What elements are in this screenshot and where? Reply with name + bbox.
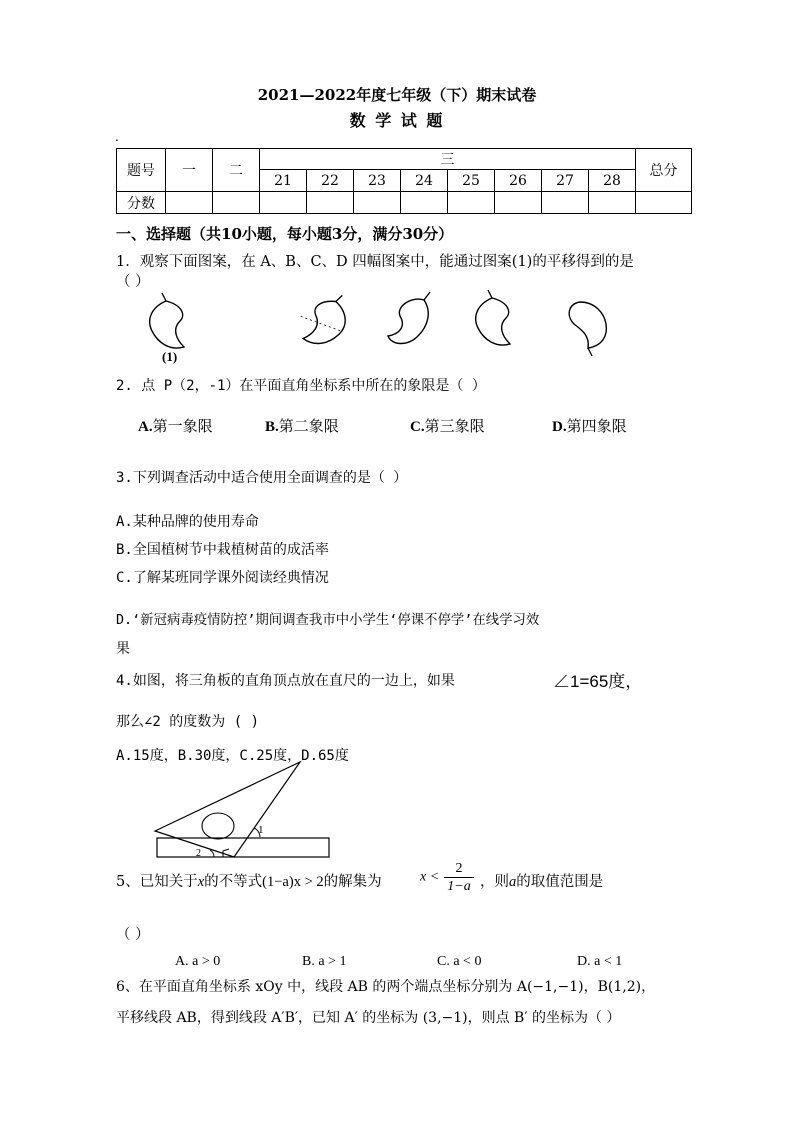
angle-1-label: 1 <box>258 824 264 836</box>
question-3-option-d-cont: 果 <box>116 641 130 657</box>
ruler-shape <box>157 838 329 857</box>
score-table <box>116 148 692 214</box>
question-4-options: A.15度，B.30度，C.25度，D.65度 <box>116 748 349 764</box>
score-cell <box>166 192 213 214</box>
question-3-option-d: D.‘新冠病毒疫情防控’期间调查我市中小学生‘停课不停学’在线学习效 <box>116 613 540 628</box>
q5-fraction-den: 1−a <box>447 879 471 894</box>
score-cell <box>448 192 495 214</box>
question-4-text: 4.如图，将三角板的直角顶点放在直尺的一边上，如果 <box>116 673 455 689</box>
score-cell <box>401 192 448 214</box>
score-table-sub-col: 26 <box>495 170 542 192</box>
question-1-text: 1．观察下面图案，在 A、B、C、D 四幅图案中，能通过图案(1)的平移得到的是 <box>116 254 634 270</box>
question-4-figure <box>150 755 335 865</box>
score-table-row-label: 题号 <box>117 149 166 192</box>
q5-text-mid1: 的不等式 <box>204 874 263 890</box>
q5-fraction-num: 2 <box>444 860 473 878</box>
leaf-figure-1 <box>150 293 184 348</box>
score-cell <box>636 192 692 214</box>
q5-fraction <box>444 860 473 895</box>
triangle-hole <box>202 813 234 839</box>
question-2-option-d <box>552 415 627 436</box>
score-table-sub-col: 27 <box>542 170 589 192</box>
figure-label-1: (1) <box>162 349 178 364</box>
stray-dot: . <box>115 130 119 144</box>
q5-option-d: D. a < 1 <box>577 954 623 969</box>
score-cell <box>354 192 401 214</box>
question-1-paren: （ ） <box>116 274 150 290</box>
triangle-shape <box>155 762 300 857</box>
leaf-figure-d <box>569 302 606 356</box>
q5-option-b: B. a > 1 <box>302 954 347 969</box>
question-5-text-tail <box>480 870 603 891</box>
score-cell <box>589 192 636 214</box>
q5-solution-left: x < <box>420 869 440 885</box>
question-3-option-a: A.某种品牌的使用寿命 <box>116 514 259 530</box>
leaf-figure-c <box>476 290 510 345</box>
q5-text-mid2: 的解集为 <box>323 874 382 890</box>
score-cell <box>495 192 542 214</box>
score-cell <box>542 192 589 214</box>
score-table-sub-col: 24 <box>401 170 448 192</box>
score-table-sub-col: 22 <box>307 170 354 192</box>
question-5-text <box>116 870 382 891</box>
question-6-line-2: 平移线段 AB，得到线段 A′B′，已知 A′ 的坐标为 (3,−1)，则点 B′ 的坐标为（ ） <box>116 1010 621 1026</box>
angle-2-label: 2 <box>196 848 201 859</box>
score-cell <box>307 192 354 214</box>
score-table-sub-col: 25 <box>448 170 495 192</box>
score-table-sub-col: 28 <box>589 170 636 192</box>
question-4-angle: ∠1=65度， <box>553 672 643 691</box>
option-letter: D. <box>552 419 567 435</box>
q5-solution <box>420 860 474 895</box>
question-3-option-c: C.了解某班同学课外阅读经典情况 <box>116 570 329 586</box>
q5-var-a: a <box>509 874 517 890</box>
option-letter: A. <box>138 419 153 435</box>
q5-inequality: (1−a)x > 2 <box>262 874 324 890</box>
section-heading: 一、选择题（共10小题，每小题3分，满分30分） <box>116 225 454 243</box>
exam-title: 2021—2022年度七年级（下）期末试卷 <box>257 86 537 104</box>
question-6-line-1: 6、在平面直角坐标系 xOy 中，线段 AB 的两个端点坐标分别为 A(−1,−1)，B(1,2)， <box>116 979 656 995</box>
q5-text-pre: 5、已知关于 <box>116 874 198 890</box>
q5-option-c: C. a < 0 <box>437 954 482 969</box>
score-table-col-2: 二 <box>213 149 260 192</box>
question-2-option-c <box>410 415 485 436</box>
option-text: 第一象限 <box>152 417 213 435</box>
option-letter: B. <box>265 419 279 435</box>
leaf-figure-b <box>388 292 430 344</box>
question-3-option-b: B.全国植树节中栽植树苗的成活率 <box>116 542 329 558</box>
option-text: 第四象限 <box>566 417 627 435</box>
question-2-text: 2. 点 P（2，-1）在平面直角坐标系中所在的象限是（ ） <box>116 378 486 394</box>
score-table-col-1: 一 <box>166 149 213 192</box>
question-4-text-b: 那么∠2 的度数为 ( ) <box>116 714 260 730</box>
option-letter: C. <box>410 419 425 435</box>
leaf-figure-a <box>293 290 353 351</box>
score-cell <box>260 192 307 214</box>
q5-text-mid3: ，则 <box>480 874 509 890</box>
score-cell <box>213 192 260 214</box>
option-text: 第二象限 <box>278 417 339 435</box>
score-table-score-label: 分数 <box>117 192 166 214</box>
question-5-paren: （ ） <box>116 927 150 943</box>
question-2-option-b <box>265 415 339 436</box>
q5-var-x: x <box>197 874 205 890</box>
score-table-sub-col: 23 <box>354 170 401 192</box>
question-1-leaf-figures <box>140 290 640 365</box>
score-table-col-3: 三 <box>260 149 636 170</box>
option-text: 第三象限 <box>424 417 485 435</box>
score-table-total: 总分 <box>636 149 692 192</box>
q5-text-post: 的取值范围是 <box>516 874 604 890</box>
exam-subtitle: 数 学 试 题 <box>349 111 445 130</box>
q5-option-a: A. a > 0 <box>175 954 221 969</box>
score-table-sub-col: 21 <box>260 170 307 192</box>
question-3-text: 3.下列调查活动中适合使用全面调查的是（ ） <box>116 470 408 486</box>
question-2-option-a <box>138 415 213 436</box>
